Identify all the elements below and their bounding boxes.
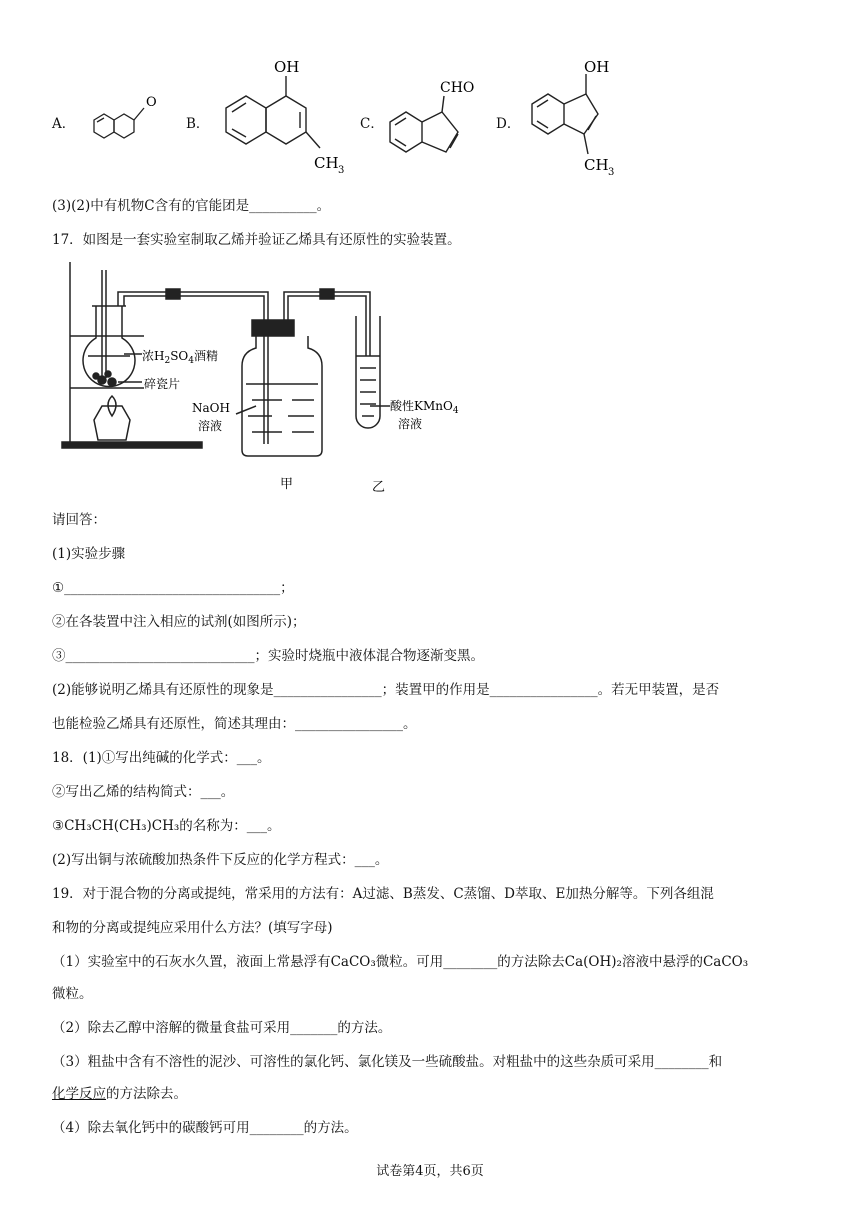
q17-title: 17．如图是一套实验室制取乙烯并验证乙烯具有还原性的实验装置。 [52, 232, 461, 248]
b-ch3-sub: 3 [338, 165, 345, 176]
label-yi: 乙 [372, 480, 386, 495]
q19-a: 19．对于混合物的分离或提纯，常采用的方法有：A过滤、B蒸发、C蒸馏、D萃取、E加热分解等。下列各组混 [52, 886, 714, 902]
kmno4-label-2: 溶液 [398, 417, 423, 431]
q19-3b-rest: 的方法除去。 [106, 1086, 187, 1102]
q19-2: （2）除去乙醇中溶解的微量食盐可采用_______的方法。 [52, 1020, 392, 1036]
q17-step2: ②在各装置中注入相应的试剂(如图所示)； [52, 614, 306, 630]
q17-2a: (2)能够说明乙烯具有还原性的现象是________________；装置甲的作用是________________。若无甲装置，是否 [52, 682, 720, 698]
q17-2b: 也能检验乙烯具有还原性，简述其理由：________________。 [52, 716, 417, 732]
option-b-structure [210, 56, 360, 178]
b-ch3-text: CH [314, 154, 339, 172]
option-c-structure [382, 74, 492, 164]
q17-step3: ③____________________________；实验时烧瓶中液体混合物逐渐变黑。 [52, 648, 484, 664]
d-ch3-text: CH [584, 156, 609, 174]
naoh-label-2: 溶液 [198, 419, 223, 433]
q18-4: (2)写出铜与浓硫酸加热条件下反应的化学方程式：___。 [52, 852, 389, 868]
b-oh-text: OH [274, 58, 300, 76]
q18-1: 18．(1)①写出纯碱的化学式：___。 [52, 750, 271, 766]
q19-4: （4）除去氧化钙中的碳酸钙可用________的方法。 [52, 1120, 358, 1136]
q16-3: (3)(2)中有机物C含有的官能团是__________。 [52, 198, 331, 214]
q19-3b [52, 1084, 187, 1104]
d-oh-text: OH [584, 58, 610, 76]
q17-please: 请回答： [52, 512, 106, 528]
page-footer: 试卷第4页，共6页 [376, 1164, 484, 1179]
q19-b: 和物的分离或提纯应采用什么方法？(填写字母) [52, 920, 333, 936]
q18-3: ③CH₃CH(CH₃)CH₃的名称为：___。 [52, 818, 281, 834]
q17-step1: ①________________________________； [52, 580, 294, 596]
q18-2: ②写出乙烯的结构简式：___。 [52, 784, 235, 800]
ketone-oxygen: O [146, 95, 157, 110]
option-d-label: D． [496, 116, 521, 132]
q17-1: (1)实验步骤 [52, 546, 126, 562]
porcelain-label: 碎瓷片 [144, 377, 181, 391]
label-jia: 甲 [280, 477, 294, 492]
q19-1a: （1）实验室中的石灰水久置，液面上常悬浮有CaCO₃微粒。可用________的方法除去Ca(OH)₂溶液中悬浮的CaCO₃ [52, 954, 749, 970]
underlined-term: 化学反应 [52, 1086, 106, 1102]
option-a-label: A． [52, 116, 76, 132]
c-cho-text: CHO [440, 80, 475, 96]
q19-3a: （3）粗盐中含有不溶性的泥沙、可溶性的氯化钙、氯化镁及一些硫酸盐。对粗盐中的这些杂质可采用________和 [52, 1054, 723, 1070]
d-ch3-sub: 3 [608, 167, 615, 178]
q19-1b: 微粒。 [52, 986, 93, 1002]
ethylene-apparatus-figure [52, 256, 492, 498]
naoh-label-1: NaOH [192, 401, 230, 415]
option-c-label: C． [360, 116, 384, 132]
kmno4-label: 酸性KMnO$_4$ [390, 399, 459, 416]
option-b-label: B． [186, 116, 210, 132]
flask-reagent-label: 浓$H_2SO_4$酒精 [142, 349, 219, 366]
option-a-structure [82, 88, 172, 148]
option-d-structure [522, 56, 652, 180]
